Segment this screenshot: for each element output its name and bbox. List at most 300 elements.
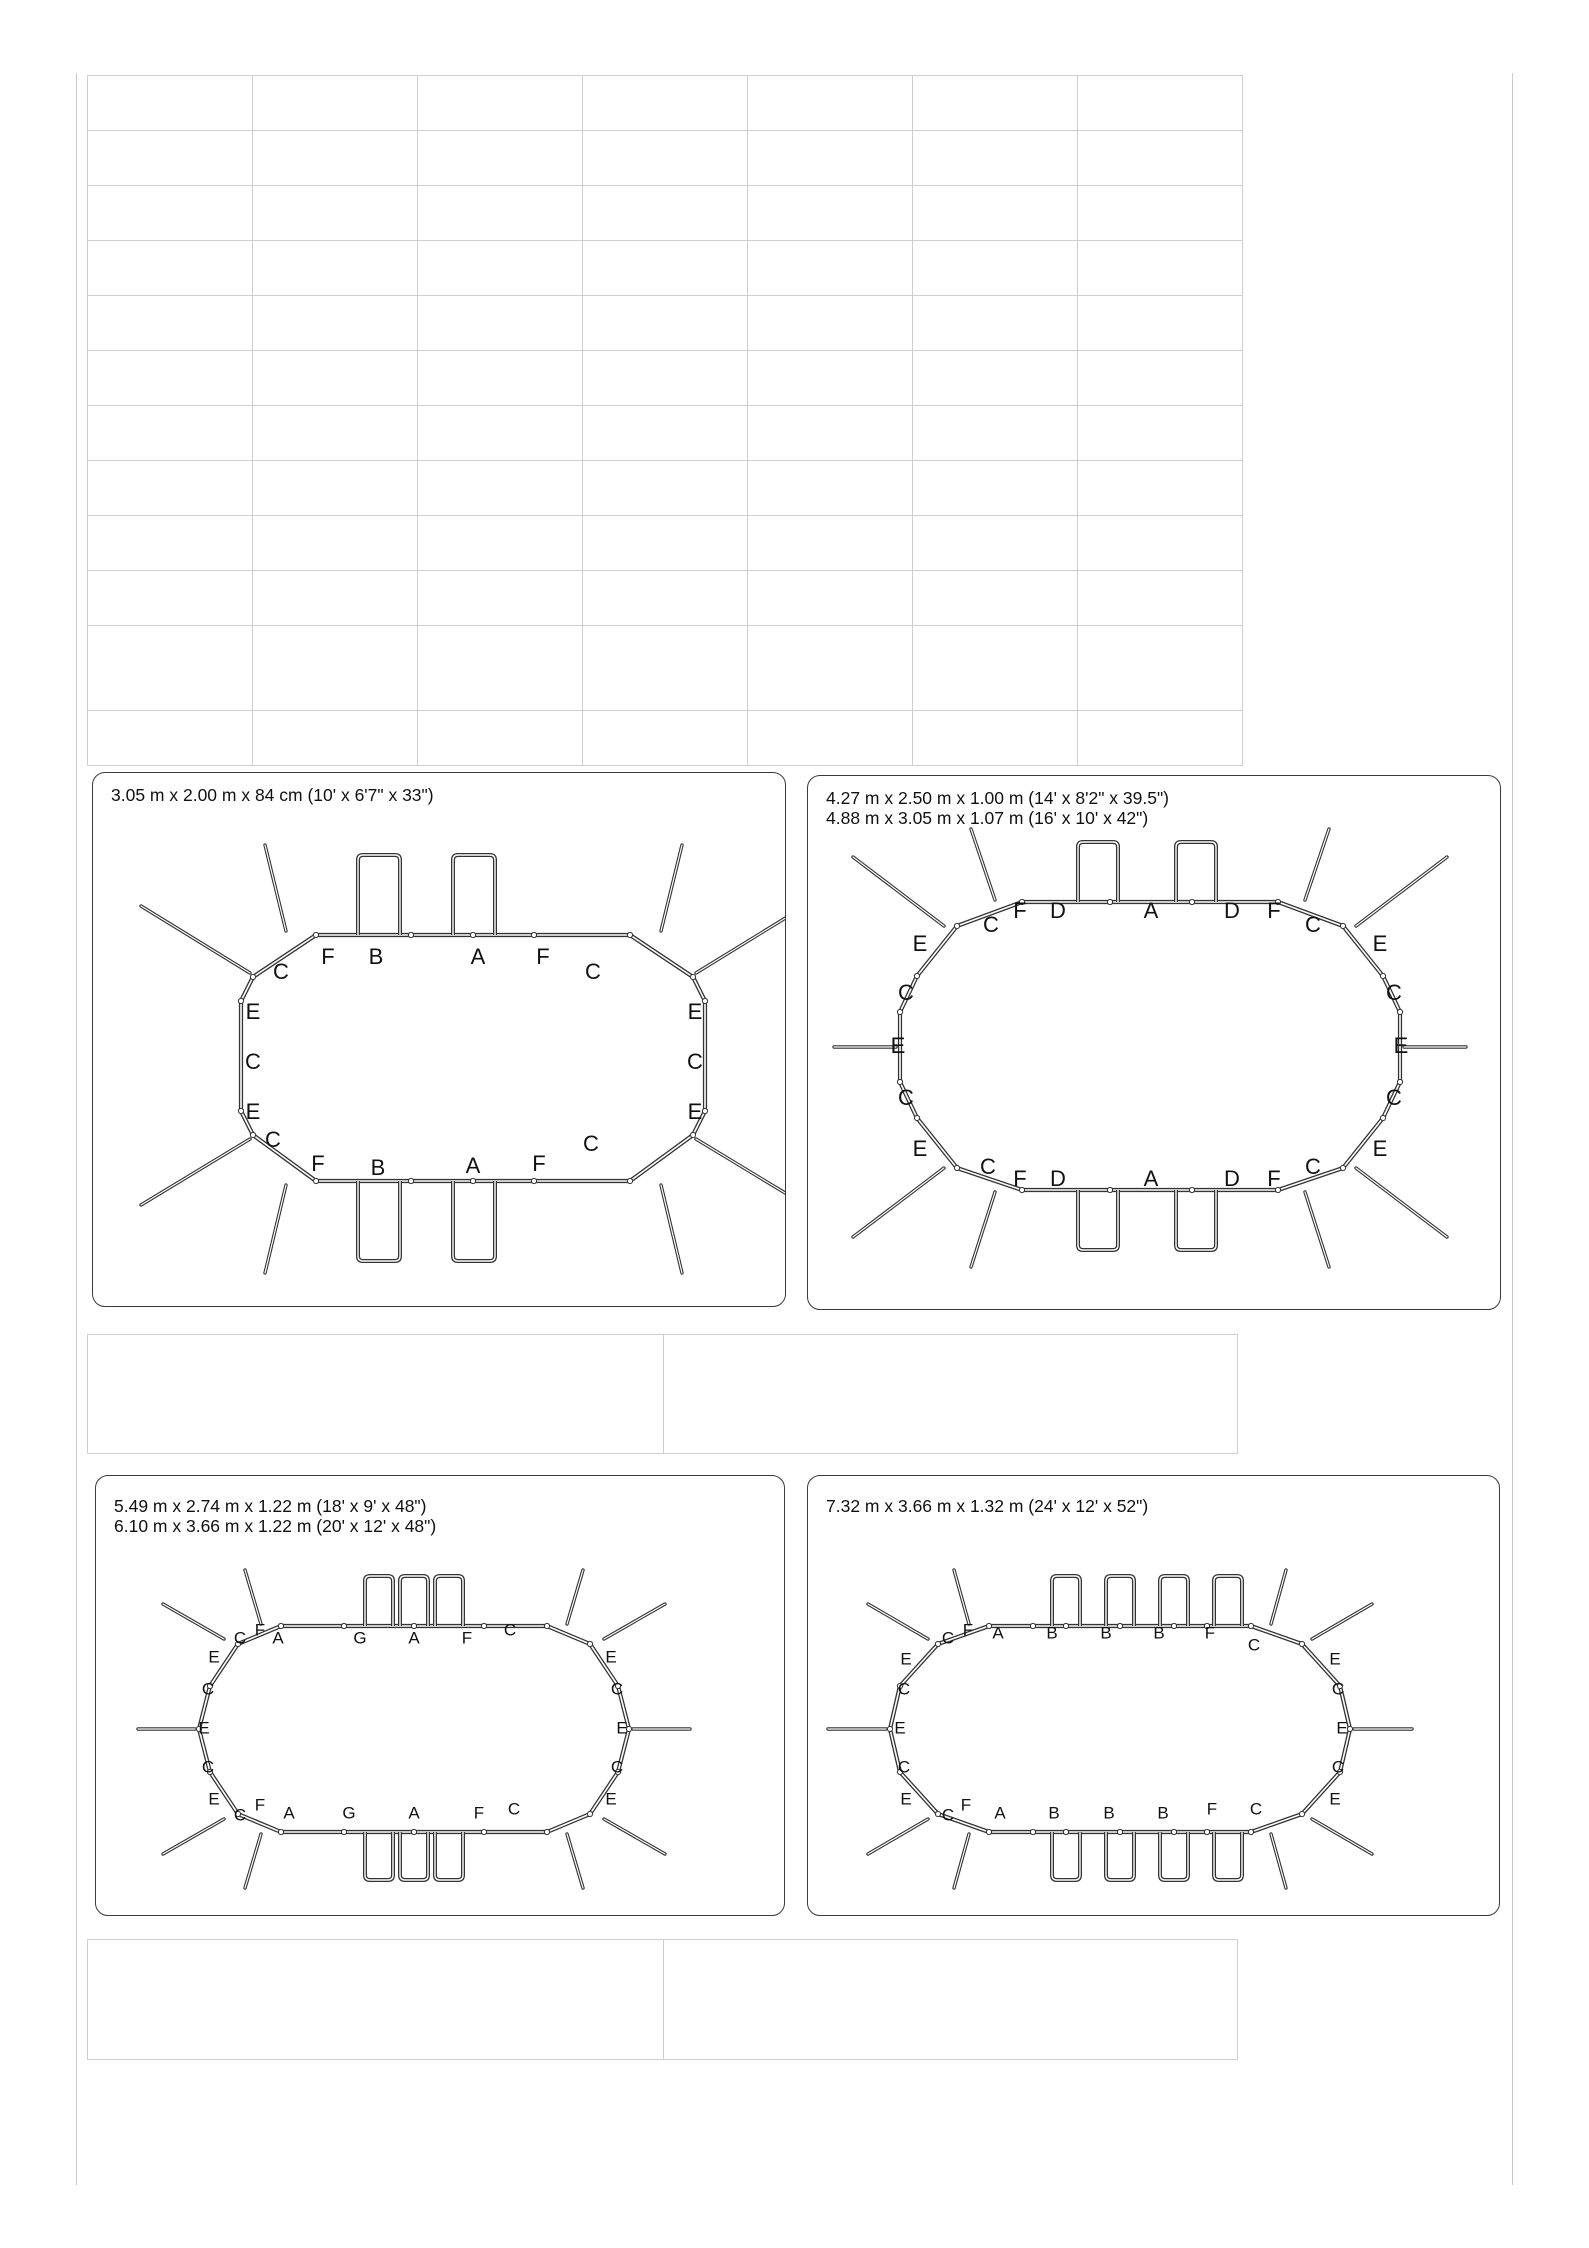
table-cell [913, 626, 1078, 711]
empty-spec-table [87, 75, 1243, 766]
part-label: C [980, 1153, 996, 1179]
connector-joint [1340, 923, 1345, 928]
leg-inner [245, 1834, 261, 1888]
part-label: C [1247, 1635, 1261, 1655]
support-bar-inner [1176, 1190, 1216, 1250]
part-label: E [1372, 930, 1388, 956]
table-row [88, 626, 1243, 711]
size-label: 4.88 m x 3.05 m x 1.07 m (16' x 10' x 42") [826, 808, 1149, 828]
connector-joint [954, 1165, 959, 1170]
support-bar-inner [1214, 1576, 1242, 1626]
size-label: 4.27 m x 2.50 m x 1.00 m (14' x 8'2" x 39.5") [826, 788, 1170, 808]
connector-joint [587, 1811, 592, 1816]
part-label: F [254, 1795, 266, 1815]
connector-joint [1107, 899, 1112, 904]
support-bar-inner [453, 1181, 495, 1261]
support-bar [435, 1832, 463, 1880]
part-label: E [894, 1718, 906, 1738]
table-row [88, 351, 1243, 406]
leg-inner [1305, 1192, 1329, 1267]
part-label: C [503, 1620, 517, 1640]
table-cell [418, 406, 583, 461]
table-cell [88, 351, 253, 406]
support-bar [1160, 1832, 1188, 1880]
frame-rail-inner [693, 977, 705, 1001]
table-cell [583, 626, 748, 711]
part-label: F [311, 1150, 325, 1176]
part-label: E [198, 1718, 210, 1738]
part-label: F [1013, 1165, 1027, 1191]
part-label: C [265, 1126, 281, 1152]
leg [696, 906, 786, 973]
table-cell [748, 296, 913, 351]
support-bar-inner [435, 1576, 463, 1626]
diagram-panel-1 [92, 772, 786, 1307]
table-cell [913, 241, 1078, 296]
connector-joint [1117, 1829, 1122, 1834]
table-cell [88, 241, 253, 296]
leg-inner [868, 1819, 928, 1854]
connector-joint [341, 1829, 346, 1834]
part-label: G [353, 1628, 367, 1648]
connector-joint [481, 1623, 486, 1628]
part-label: A [1143, 1165, 1159, 1191]
table-cell [1078, 351, 1243, 406]
table-cell [418, 76, 583, 131]
connector-joint [531, 932, 536, 937]
part-label: C [201, 1757, 215, 1777]
table-cell [748, 186, 913, 241]
connector-joint [690, 1132, 695, 1137]
table-cell [418, 626, 583, 711]
connector-joint [1299, 1641, 1304, 1646]
connector-joint [1347, 1726, 1352, 1731]
table-cell [418, 516, 583, 571]
part-label: E [1393, 1032, 1409, 1058]
connector-joint [935, 1811, 940, 1816]
support-bar [1214, 1832, 1242, 1880]
part-label: C [687, 1048, 703, 1074]
frame-rail-inner [241, 977, 253, 1001]
table-cell [88, 461, 253, 516]
table-cell [583, 571, 748, 626]
table-cell [253, 626, 418, 711]
support-bar-inner [1078, 1190, 1118, 1250]
part-label: E [208, 1789, 220, 1809]
part-label: D [1050, 897, 1066, 923]
table-row [88, 406, 1243, 461]
leg-inner [141, 906, 250, 973]
table-row [88, 131, 1243, 186]
table-cell [748, 76, 913, 131]
table-cell [88, 626, 253, 711]
table-cell [418, 131, 583, 186]
table-cell [253, 351, 418, 406]
support-bar [1106, 1576, 1134, 1626]
part-label: F [1267, 897, 1281, 923]
table-divider [663, 1940, 664, 2059]
table-cell [88, 131, 253, 186]
support-bar-inner [453, 855, 495, 935]
part-label: A [283, 1803, 295, 1823]
diagram-panel-3 [95, 1475, 785, 1916]
diagram-panel-4 [807, 1475, 1500, 1916]
part-label: B [370, 1154, 386, 1180]
part-label: C [897, 1757, 911, 1777]
connector-joint [238, 1108, 243, 1113]
diagram-panel-2 [807, 775, 1501, 1310]
part-label: E [1329, 1789, 1341, 1809]
leg-inner [163, 1819, 224, 1854]
table-cell [913, 516, 1078, 571]
leg-inner [1312, 1819, 1372, 1854]
table-cell [88, 296, 253, 351]
table-cell [1078, 461, 1243, 516]
table-row [88, 461, 1243, 516]
connector-joint [408, 932, 413, 937]
part-label: B [1046, 1623, 1058, 1643]
support-bar [1106, 1832, 1134, 1880]
connector-joint [1380, 973, 1385, 978]
empty-table-row [87, 1334, 1238, 1454]
table-cell [913, 76, 1078, 131]
connector-joint [702, 1108, 707, 1113]
part-label: E [912, 930, 928, 956]
table-row [88, 186, 1243, 241]
part-label: E [245, 998, 261, 1024]
part-label: F [321, 943, 335, 969]
table-cell [253, 76, 418, 131]
support-bar-inner [400, 1832, 428, 1880]
part-label: D [1224, 1165, 1240, 1191]
support-bar [358, 855, 400, 935]
support-bar [365, 1832, 393, 1880]
support-bar-inner [1052, 1832, 1080, 1880]
leg-inner [1356, 857, 1447, 926]
part-label: C [610, 1679, 624, 1699]
table-cell [253, 461, 418, 516]
connector-joint [887, 1726, 892, 1731]
part-label: B [1157, 1803, 1169, 1823]
frame-rail-inner [630, 1135, 693, 1181]
connector-joint [1030, 1623, 1035, 1628]
table-cell [253, 516, 418, 571]
table-cell [88, 516, 253, 571]
support-bar-inner [1214, 1832, 1242, 1880]
part-label: B [1100, 1623, 1112, 1643]
part-label: E [900, 1649, 912, 1669]
table-cell [253, 186, 418, 241]
support-bar [400, 1576, 428, 1626]
part-label: C [897, 1679, 911, 1699]
table-cell [748, 711, 913, 766]
part-label: C [1331, 1679, 1345, 1699]
part-label: E [687, 1098, 703, 1124]
leg-inner [971, 1192, 995, 1267]
leg-inner [245, 1570, 261, 1624]
table-cell [583, 351, 748, 406]
table-cell [418, 571, 583, 626]
support-bar [358, 1181, 400, 1261]
leg-inner [853, 857, 944, 926]
part-label: A [470, 943, 486, 969]
leg-inner [141, 1139, 250, 1205]
part-label: C [898, 979, 914, 1005]
part-label: C [1331, 1757, 1345, 1777]
part-label: B [1103, 1803, 1115, 1823]
connector-joint [238, 998, 243, 1003]
table-cell [88, 186, 253, 241]
connector-joint [1248, 1623, 1253, 1628]
connector-joint [411, 1829, 416, 1834]
table-cell [253, 296, 418, 351]
frame-rail-inner [547, 1626, 590, 1644]
connector-joint [627, 1178, 632, 1183]
table-cell [913, 296, 1078, 351]
part-label: F [1267, 1165, 1281, 1191]
support-bar [1052, 1576, 1080, 1626]
support-bar-inner [1052, 1576, 1080, 1626]
leg-inner [1271, 1834, 1286, 1888]
connector-joint [1397, 1079, 1402, 1084]
frame-diagram [808, 776, 1501, 1310]
table-cell [913, 131, 1078, 186]
leg-inner [954, 1834, 969, 1888]
part-label: C [273, 958, 289, 984]
table-cell [583, 241, 748, 296]
connector-joint [1063, 1623, 1068, 1628]
table-cell [88, 711, 253, 766]
table-cell [913, 351, 1078, 406]
connector-joint [481, 1829, 486, 1834]
table-cell [253, 241, 418, 296]
part-label: E [208, 1647, 220, 1667]
table-divider [663, 1335, 664, 1453]
support-bar-inner [1078, 842, 1118, 902]
support-bar-inner [1160, 1832, 1188, 1880]
part-label: C [245, 1048, 261, 1074]
leg-inner [567, 1834, 583, 1888]
part-label: F [1206, 1799, 1218, 1819]
table-cell [583, 131, 748, 186]
part-label: C [941, 1628, 955, 1648]
table-cell [418, 461, 583, 516]
part-label: F [960, 1795, 972, 1815]
connector-joint [914, 1115, 919, 1120]
connector-joint [470, 932, 475, 937]
table-cell [1078, 296, 1243, 351]
part-label: E [900, 1789, 912, 1809]
size-label: 7.32 m x 3.66 m x 1.32 m (24' x 12' x 52") [826, 1496, 1149, 1516]
support-bar [400, 1832, 428, 1880]
support-bar [1078, 842, 1118, 902]
part-label: E [687, 998, 703, 1024]
connector-joint [1117, 1623, 1122, 1628]
connector-joint [702, 998, 707, 1003]
part-label: G [342, 1803, 356, 1823]
leg-inner [265, 1185, 286, 1273]
support-bar [435, 1576, 463, 1626]
table-cell [1078, 711, 1243, 766]
support-bar-inner [365, 1576, 393, 1626]
part-label: C [1249, 1799, 1263, 1819]
support-bar [1176, 1190, 1216, 1250]
connector-joint [544, 1829, 549, 1834]
frame-rail-inner [547, 1814, 590, 1832]
connector-joint [1380, 1115, 1385, 1120]
table-cell [1078, 186, 1243, 241]
table-row [88, 241, 1243, 296]
table-cell [1078, 406, 1243, 461]
frame-diagram [808, 1476, 1500, 1916]
connector-joint [897, 1009, 902, 1014]
left-page-border [76, 73, 77, 2185]
table-cell [1078, 571, 1243, 626]
support-bar [453, 855, 495, 935]
leg-inner [661, 1185, 682, 1273]
leg-inner [604, 1819, 665, 1854]
support-bar-inner [358, 855, 400, 935]
connector-joint [470, 1178, 475, 1183]
support-bar [1052, 1832, 1080, 1880]
table-cell [418, 241, 583, 296]
connector-joint [935, 1641, 940, 1646]
connector-joint [313, 932, 318, 937]
part-label: E [245, 1098, 261, 1124]
table-cell [748, 406, 913, 461]
table-cell [748, 351, 913, 406]
table-cell [418, 711, 583, 766]
table-cell [1078, 131, 1243, 186]
part-label: E [890, 1032, 906, 1058]
connector-joint [986, 1829, 991, 1834]
frame-diagram [93, 773, 786, 1307]
part-label: E [912, 1135, 928, 1161]
support-bar [1160, 1576, 1188, 1626]
connector-joint [1189, 899, 1194, 904]
connector-joint [954, 923, 959, 928]
table-row [88, 76, 1243, 131]
connector-joint [1248, 1829, 1253, 1834]
part-label: C [233, 1805, 247, 1825]
leg [696, 1139, 786, 1205]
part-label: A [465, 1152, 481, 1178]
part-label: A [272, 1628, 284, 1648]
connector-joint [1171, 1623, 1176, 1628]
part-label: E [1336, 1718, 1348, 1738]
table-cell [583, 296, 748, 351]
table-cell [913, 461, 1078, 516]
support-bar [1078, 1190, 1118, 1250]
part-label: C [983, 911, 999, 937]
part-label: A [992, 1623, 1004, 1643]
part-label: E [1329, 1649, 1341, 1669]
table-cell [748, 571, 913, 626]
part-label: C [1305, 1153, 1321, 1179]
part-label: F [473, 1803, 485, 1823]
leg-inner [971, 829, 995, 900]
connector-joint [897, 1079, 902, 1084]
part-label: C [1386, 979, 1402, 1005]
table-row [88, 571, 1243, 626]
table-cell [913, 711, 1078, 766]
size-label: 3.05 m x 2.00 m x 84 cm (10' x 6'7" x 33") [111, 785, 434, 805]
connector-joint [1340, 1165, 1345, 1170]
part-label: A [408, 1803, 420, 1823]
table-row [88, 711, 1243, 766]
connector-joint [408, 1178, 413, 1183]
table-cell [913, 571, 1078, 626]
connector-joint [313, 1178, 318, 1183]
size-label: 6.10 m x 3.66 m x 1.22 m (20' x 12' x 48") [114, 1516, 437, 1536]
part-label: F [536, 943, 550, 969]
part-label: B [1153, 1623, 1165, 1643]
part-label: B [368, 943, 384, 969]
table-row [88, 296, 1243, 351]
part-label: C [941, 1805, 955, 1825]
table-cell [748, 241, 913, 296]
part-label: F [532, 1150, 546, 1176]
connector-joint [250, 1132, 255, 1137]
frame-rail-inner [253, 1135, 316, 1181]
connector-joint [587, 1641, 592, 1646]
part-label: D [1050, 1165, 1066, 1191]
part-label: E [605, 1647, 617, 1667]
part-label: C [585, 958, 601, 984]
leg-inner [661, 845, 682, 931]
leg-inner [868, 1604, 928, 1639]
support-bar-inner [365, 1832, 393, 1880]
leg-inner [1312, 1604, 1372, 1639]
leg-inner [567, 1570, 583, 1624]
table-cell [913, 406, 1078, 461]
support-bar-inner [435, 1832, 463, 1880]
support-bar-inner [1160, 1576, 1188, 1626]
support-bar-inner [1106, 1832, 1134, 1880]
table-cell [583, 461, 748, 516]
leg-inner [1271, 1570, 1286, 1624]
table-cell [913, 186, 1078, 241]
connector-joint [1171, 1829, 1176, 1834]
part-label: C [610, 1757, 624, 1777]
table-cell [1078, 516, 1243, 571]
support-bar [1176, 842, 1216, 902]
table-cell [1078, 241, 1243, 296]
frame-rail-inner [630, 935, 693, 977]
table-cell [418, 296, 583, 351]
connector-joint [1063, 1829, 1068, 1834]
table-cell [418, 186, 583, 241]
part-label: F [461, 1628, 473, 1648]
table-cell [748, 131, 913, 186]
leg-inner [163, 1604, 224, 1639]
table-cell [583, 186, 748, 241]
part-label: E [1372, 1135, 1388, 1161]
support-bar [365, 1576, 393, 1626]
part-label: C [1305, 911, 1321, 937]
table-cell [583, 711, 748, 766]
table-cell [1078, 76, 1243, 131]
part-label: E [616, 1718, 628, 1738]
part-label: A [1143, 897, 1159, 923]
connector-joint [986, 1623, 991, 1628]
connector-joint [531, 1178, 536, 1183]
table-cell [748, 461, 913, 516]
support-bar-inner [400, 1576, 428, 1626]
frame-diagram [96, 1476, 785, 1916]
support-bar-inner [358, 1181, 400, 1261]
table-cell [88, 406, 253, 461]
